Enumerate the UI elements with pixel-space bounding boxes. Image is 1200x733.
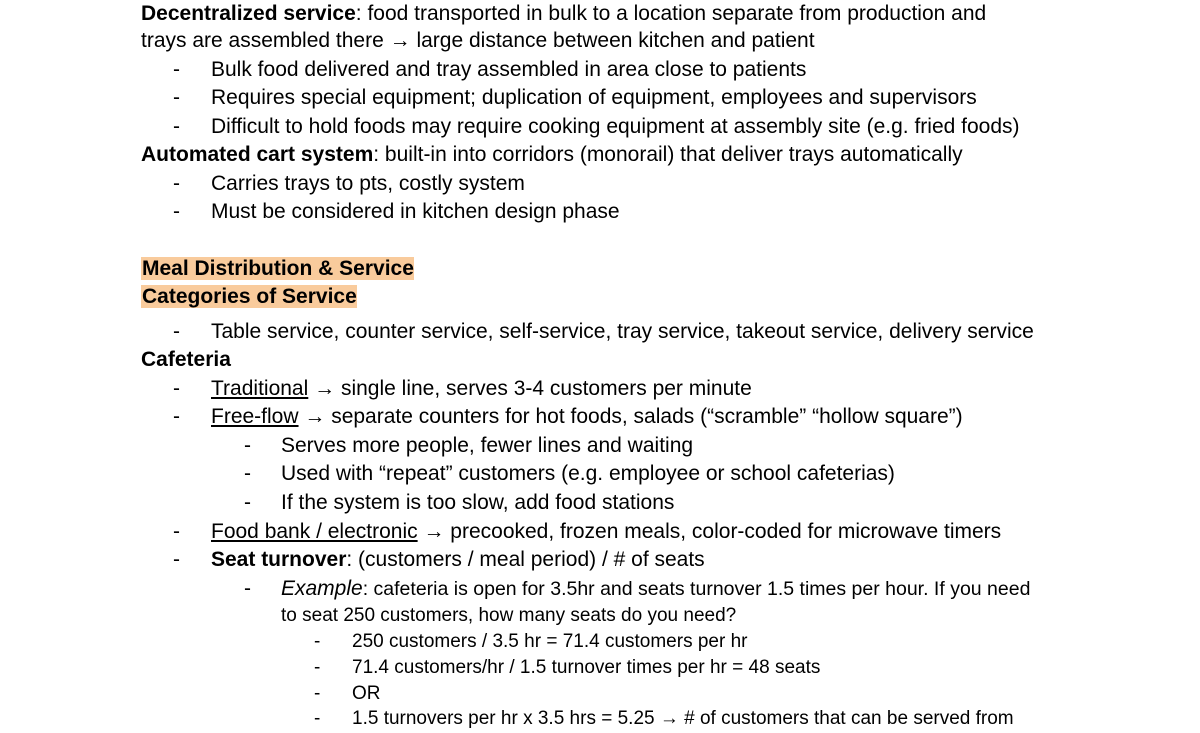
freeflow-term: Free-flow — [211, 405, 299, 428]
calc-item: 71.4 customers/hr / 1.5 turnover times per hr = 48 seats — [352, 657, 821, 678]
bullet-marker: - — [173, 405, 180, 428]
example-item-cont: to seat 250 customers, how many seats do you need? — [281, 605, 737, 626]
bullet-marker: - — [173, 58, 180, 81]
bullet-marker: - — [173, 172, 180, 195]
bullet-marker: - — [314, 657, 321, 678]
list-item: Seat turnover: (customers / meal period) / # of seats — [211, 548, 705, 571]
bullet-marker: - — [244, 577, 251, 600]
bullet-marker: - — [314, 708, 321, 729]
list-item: If the system is too slow, add food stations — [281, 491, 675, 514]
calc-item: OR — [352, 683, 381, 704]
list-item: Must be considered in kitchen design phase — [211, 200, 620, 223]
calc-item: 250 customers / 3.5 hr = 71.4 customers per hr — [352, 631, 748, 652]
list-item: Used with “repeat” customers (e.g. employee or school cafeterias) — [281, 462, 895, 485]
list-item: Difficult to hold foods may require cooking equipment at assembly site (e.g. fried foods) — [211, 115, 1020, 138]
bullet-marker: - — [244, 491, 251, 514]
bullet-marker: - — [173, 86, 180, 109]
decentralized-term: Decentralized service — [141, 2, 356, 25]
decentralized-definition: Decentralized service: food transported in bulk to a location separate from production and — [141, 2, 987, 25]
bullet-marker: - — [244, 462, 251, 485]
section-heading — [141, 255, 414, 283]
decentralized-definition-cont: trays are assembled there → large distance between kitchen and patient — [141, 29, 815, 52]
bullet-marker: - — [173, 320, 180, 343]
list-item: Table service, counter service, self-service, tray service, takeout service, delivery service — [211, 320, 1034, 343]
bullet-marker: - — [173, 115, 180, 138]
calc-item: 1.5 turnovers per hr x 3.5 hrs = 5.25 → # of customers that can be served from — [352, 708, 1014, 729]
list-item: Food bank / electronic → precooked, frozen meals, color-coded for microwave timers — [211, 520, 1002, 543]
list-item: Bulk food delivered and tray assembled in area close to patients — [211, 58, 807, 81]
automated-definition: Automated cart system: built-in into corridors (monorail) that deliver trays automatically — [141, 143, 963, 166]
list-item: Free-flow → separate counters for hot foods, salads (“scramble” “hollow square”) — [211, 405, 963, 428]
meal-distribution-heading: Meal Distribution & Service — [142, 257, 414, 280]
subsection-heading — [141, 283, 357, 311]
list-item: Serves more people, fewer lines and waiting — [281, 434, 694, 457]
bullet-marker: - — [173, 548, 180, 571]
bullet-marker: - — [314, 683, 321, 704]
foodbank-term: Food bank / electronic — [211, 520, 418, 543]
bullet-marker: - — [173, 200, 180, 223]
example-item: Example: cafeteria is open for 3.5hr and seats turnover 1.5 times per hour. If you need — [281, 577, 1031, 600]
bullet-marker: - — [173, 377, 180, 400]
example-term: Example — [281, 577, 363, 600]
bullet-marker: - — [173, 520, 180, 543]
bullet-marker: - — [244, 434, 251, 457]
seat-turnover-term: Seat turnover — [211, 548, 347, 571]
cafeteria-heading: Cafeteria — [141, 348, 231, 371]
bullet-marker: - — [314, 631, 321, 652]
categories-heading: Categories of Service — [142, 285, 357, 308]
automated-term: Automated cart system — [141, 143, 374, 166]
list-item: Requires special equipment; duplication of equipment, employees and supervisors — [211, 86, 977, 109]
traditional-term: Traditional — [211, 377, 309, 400]
list-item: Carries trays to pts, costly system — [211, 172, 525, 195]
list-item: Traditional → single line, serves 3-4 customers per minute — [211, 377, 752, 400]
